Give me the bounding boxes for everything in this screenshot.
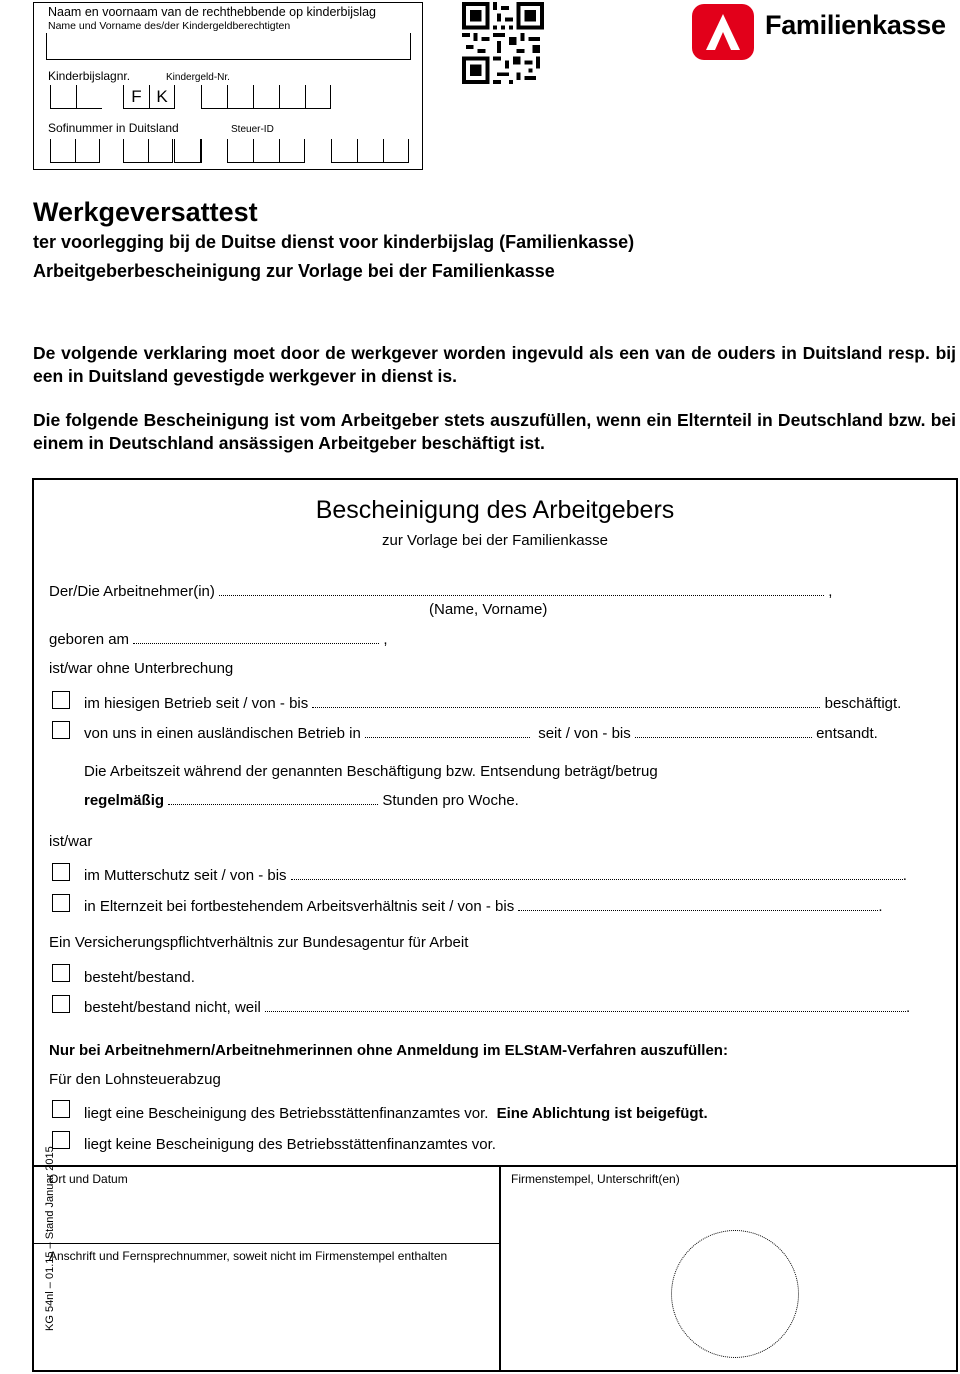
- place-date-label: Ort und Datum: [49, 1172, 128, 1186]
- steuer-id-cell[interactable]: [279, 139, 305, 163]
- checkbox-maternity[interactable]: [52, 863, 70, 881]
- employee-line: Der/Die Arbeitnehmer(in) ,: [49, 583, 833, 600]
- steuer-id-label: Steuer-ID: [231, 124, 274, 135]
- regular-label: regelmäßig: [84, 792, 165, 809]
- kgnr-cell[interactable]: [253, 85, 279, 109]
- certificate-box: [32, 478, 958, 1372]
- cert-yes-line: [84, 1105, 708, 1122]
- kinderbijslagnr-label: Kinderbijslagnr.: [48, 69, 131, 83]
- insurance-reason-field[interactable]: [265, 1000, 906, 1012]
- local-line: [84, 695, 901, 712]
- insurance-text: Ein Versicherungspflichtverhältnis zur Bundesagentur für Arbeit: [49, 934, 469, 951]
- maternity-line: im Mutterschutz seit / von - bis .: [84, 867, 907, 884]
- cert-yes-label: liegt eine Bescheinigung des Betriebsstättenfinanzamtes vor.: [84, 1105, 489, 1122]
- fk-letter-f: F: [123, 85, 149, 109]
- sofinummer-label: Sofinummer in Duitsland: [48, 121, 179, 135]
- sofi-cell[interactable]: [200, 139, 202, 163]
- abroad-suffix: entsandt.: [816, 725, 878, 742]
- checkbox-abroad[interactable]: [52, 721, 70, 739]
- steuer-id-cell[interactable]: [383, 139, 409, 163]
- cert-yes-note: Eine Ablichtung ist beigefügt.: [496, 1105, 708, 1122]
- fk-letter-k: K: [149, 85, 175, 109]
- qr-code: [461, 2, 545, 84]
- checkbox-insurance-no[interactable]: [52, 995, 70, 1013]
- maternity-period-field[interactable]: [291, 868, 903, 880]
- stamp-signature-label: Firmenstempel, Unterschrift(en): [511, 1172, 680, 1186]
- insurance-yes-label: besteht/bestand.: [84, 969, 195, 986]
- signature-vertical-divider: [499, 1165, 501, 1370]
- elstam-note: Nur bei Arbeitnehmern/Arbeitnehmerinnen ohne Anmeldung im ELStAM-Verfahren auszufüllen:: [49, 1042, 728, 1059]
- local-suffix: beschäftigt.: [824, 695, 902, 712]
- hours-field[interactable]: [168, 793, 378, 805]
- abroad-country-field[interactable]: [365, 726, 530, 738]
- maternity-label: im Mutterschutz seit / von - bis: [84, 867, 287, 884]
- parental-line: in Elternzeit bei fortbestehendem Arbeitsverhältnis seit / von - bis .: [84, 898, 883, 915]
- kgnr-cell[interactable]: [279, 85, 305, 109]
- intro-de: Die folgende Bescheinigung ist vom Arbeitgeber stets auszufüllen, wenn ein Elternteil in Deutschland bzw. bei einem in Deutschland ansässigen Arbeitgeber beschäftigt ist.: [33, 410, 956, 453]
- insurance-no-line: besteht/bestand nicht, weil .: [84, 999, 911, 1016]
- kgnr-cell[interactable]: [305, 85, 331, 109]
- sofi-cell[interactable]: [174, 139, 200, 163]
- abroad-label: von uns in einen ausländischen Betrieb in: [84, 725, 361, 742]
- header-box: [33, 2, 423, 170]
- subtitle-de: Arbeitgeberbescheinigung zur Vorlage bei der Familienkasse: [33, 261, 555, 281]
- certificate-heading: Bescheinigung des Arbeitgebers: [315, 496, 675, 524]
- cert-no-label: liegt keine Bescheinigung des Betriebsstättenfinanzamtes vor.: [84, 1136, 496, 1153]
- uninterrupted-label: ist/war ohne Unterbrechung: [49, 660, 234, 677]
- brand-name: Familienkasse: [765, 10, 946, 40]
- employee-label: Der/Die Arbeitnehmer(in): [49, 583, 215, 600]
- abroad-line: [84, 725, 878, 742]
- form-code-side-note: KG 54nl – 01.15 – Stand Januar 2015: [44, 1146, 56, 1331]
- local-label: im hiesigen Betrieb seit / von - bis: [84, 695, 309, 712]
- kgnr-cell[interactable]: [50, 85, 76, 109]
- parental-label: in Elternzeit bei fortbestehendem Arbeitsverhältnis seit / von - bis: [84, 898, 515, 915]
- sofi-cell[interactable]: [148, 139, 173, 163]
- page-title: Werkgeversattest: [33, 197, 258, 227]
- sofi-cell[interactable]: [50, 139, 75, 163]
- born-label: geboren am: [49, 631, 130, 648]
- kgnr-cell[interactable]: [201, 85, 227, 109]
- abroad-period-field[interactable]: [635, 726, 812, 738]
- intro-nl: De volgende verklaring moet door de werkgever worden ingevuld als een van de ouders in Duitsland resp. bij een in Duitsland gevestigde werkgever in dienst is.: [33, 343, 956, 386]
- address-divider: [34, 1243, 499, 1244]
- tax-label: Für den Lohnsteuerabzug: [49, 1071, 221, 1088]
- born-line: geboren am ,: [49, 631, 388, 648]
- sofi-cell[interactable]: [123, 139, 148, 163]
- certificate-subheading: zur Vorlage bei der Familienkasse: [382, 532, 608, 549]
- steuer-id-cell[interactable]: [331, 139, 357, 163]
- address-label: Anschrift und Fernsprechnummer, soweit nicht im Firmenstempel enthalten: [49, 1249, 448, 1263]
- signature-divider: [34, 1165, 956, 1167]
- sofi-cell[interactable]: [75, 139, 100, 163]
- insurance-no-label: besteht/bestand nicht, weil: [84, 999, 261, 1016]
- steuer-id-cell[interactable]: [227, 139, 253, 163]
- familienkasse-logo-icon: [690, 2, 756, 62]
- kgnr-cell[interactable]: [76, 85, 102, 109]
- name-hint: (Name, Vorname): [429, 601, 548, 618]
- employee-name-field[interactable]: [219, 584, 824, 596]
- checkbox-parental[interactable]: [52, 894, 70, 912]
- subtitle-nl: ter voorlegging bij de Duitse dienst voor kinderbijslag (Familienkasse): [33, 232, 635, 252]
- steuer-id-cell[interactable]: [357, 139, 383, 163]
- kindergeld-nr-label: Kindergeld-Nr.: [166, 72, 230, 83]
- name-label-de: Name und Vorname des/der Kindergeldberechtigten: [48, 20, 291, 32]
- stamp-circle[interactable]: [671, 1230, 799, 1358]
- name-label-nl: Naam en voornaam van de rechthebbende op kinderbijslag: [48, 5, 376, 19]
- abroad-period-label: seit / von - bis: [538, 725, 631, 742]
- steuer-id-cell[interactable]: [253, 139, 279, 163]
- parental-period-field[interactable]: [518, 899, 878, 911]
- hours-line: [84, 792, 519, 809]
- hours-label: Stunden pro Woche.: [382, 792, 519, 809]
- kgnr-cell[interactable]: [227, 85, 253, 109]
- born-date-field[interactable]: [133, 632, 379, 644]
- name-field[interactable]: [46, 33, 411, 60]
- worktime-text: Die Arbeitszeit während der genannten Beschäftigung bzw. Entsendung beträgt/betrug: [84, 763, 658, 780]
- checkbox-local[interactable]: [52, 691, 70, 709]
- checkbox-insurance-yes[interactable]: [52, 964, 70, 982]
- local-period-field[interactable]: [312, 696, 820, 708]
- istwar-label: ist/war: [49, 833, 93, 850]
